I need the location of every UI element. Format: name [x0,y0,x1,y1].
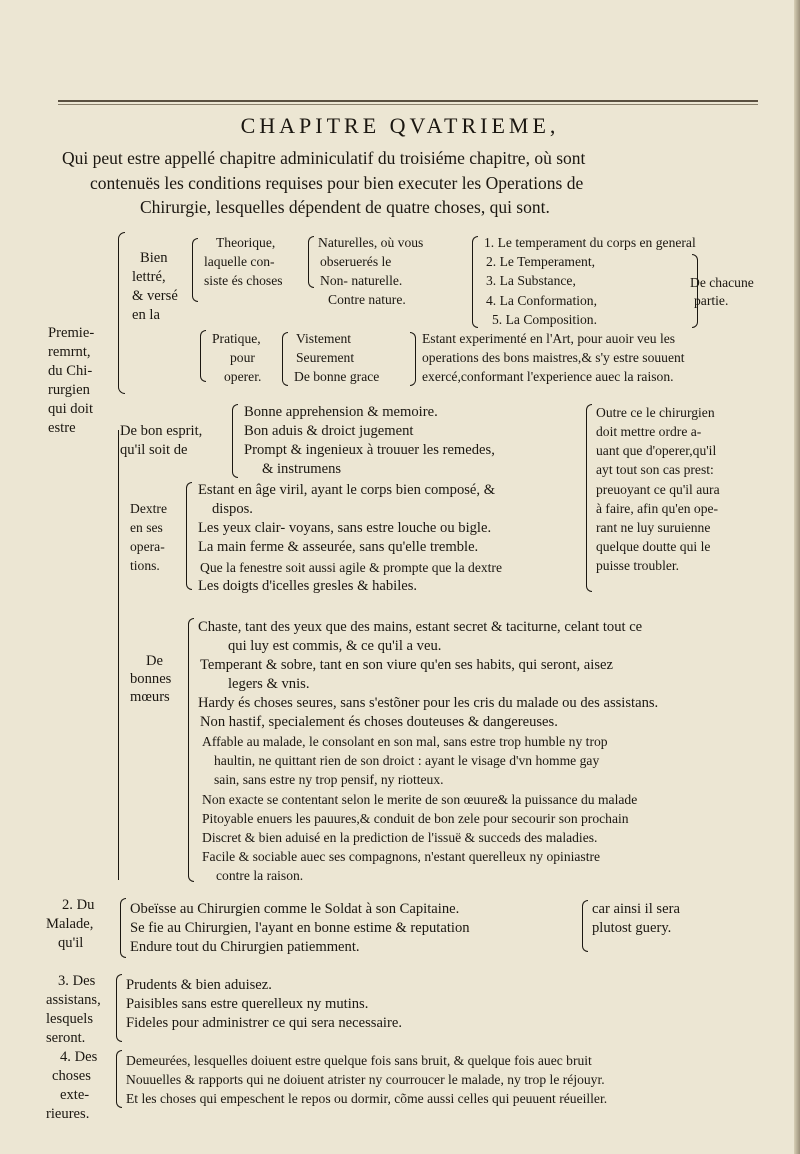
brace-pratique [200,330,206,382]
text-line: La main ferme & asseurée, sans qu'elle tremble. [198,539,479,555]
text-line: Nouuelles & rapports qui ne doiuent atrister ny courroucer le malade, ny trop le réjouyr. [126,1072,605,1087]
text-line: legers & vnis. [228,676,310,692]
text-line: Non hastif, specialement és choses douteuses & dangereuses. [200,714,558,730]
text-line: De [146,653,164,669]
text-line: qui luy est commis, & ce qu'il a veu. [228,638,442,654]
text-line: Affable au malade, le consolant en son mal, sans estre trop humble ny trop [202,734,608,749]
text-line: seront. [46,1030,86,1046]
top-rule-thin [58,104,758,105]
text-line: remrnt, [48,344,91,360]
text-line: De bonne grace [294,369,380,384]
text-line: Hardy és choses seures, sans s'estõner pour les cris du malade ou des assistans. [198,695,659,711]
text-line: 4. La Conformation, [486,293,597,308]
text-line: partie. [694,293,729,308]
brace-bon-esprit [232,404,238,478]
text-line: 5. La Composition. [492,312,597,327]
text-line: Bon aduis & droict jugement [244,423,414,439]
text-line: Estant en âge viril, ayant le corps bien composé, & [198,482,496,498]
text-line: Vistement [296,331,352,346]
text-line: Prompt & ingenieux à trouuer les remedes, [244,442,495,458]
text-line: Chaste, tant des yeux que des mains, estant secret & taciturne, celant tout ce [198,619,643,635]
text-line: & versé [132,288,178,304]
text-line: Dextre [130,501,167,516]
text-line: Theorique, [216,235,276,250]
page-edge [794,0,800,1154]
text-line: Premie- [48,325,95,341]
text-line: Les doigts d'icelles gresles & habiles. [198,578,418,594]
text-line: puisse troubler. [596,558,680,573]
text-line: operations des bons maistres,& s'y estre souuent [422,350,685,365]
text-line: Pratique, [212,331,261,346]
text-line: Demeurées, lesquelles doiuent estre quelque fois sans bruit, & quelque fois auec bruit [126,1053,592,1068]
text-line: exte- [60,1087,90,1103]
brace-pratique-result [410,332,416,386]
text-line: Non- naturelle. [320,273,403,288]
top-rule [58,100,758,102]
text-line: ayt tout son cas prest: [596,462,714,477]
text-line: quelque doutte qui le [596,539,711,554]
text-line: qu'il [58,935,84,951]
brace-assistans [116,974,122,1042]
text-line: sain, sans estre ny trop pensif, ny riotteux. [214,772,444,787]
text-line: bonnes [130,671,172,687]
text-line: Bonne apprehension & memoire. [244,404,438,420]
text-line: Seurement [296,350,355,365]
text-line: Obeïsse au Chirurgien comme le Soldat à son Capitaine. [130,901,460,917]
text-line: Naturelles, où vous [318,235,424,250]
text-line: laquelle con- [204,254,275,269]
intro-line-2: contenuës les conditions requises pour bien executer les Operations de [90,173,584,193]
brace-bonnes-moeurs [188,618,194,882]
brace-malade [120,898,126,958]
text-line: lesquels [46,1011,94,1027]
brace-choses [116,1050,122,1108]
text-line: du Chi- [48,363,93,379]
text-line: Contre nature. [328,292,406,307]
text-line: opera- [130,539,165,554]
brace-pratique-items [282,332,288,386]
text-line: 2. Le Temperament, [486,254,596,269]
text-line: Malade, [46,916,94,932]
text-line: rant ne luy suruienne [596,520,711,535]
text-line: Les yeux clair- voyans, sans estre louche ou bigle. [198,520,492,536]
text-line: car ainsi il sera [592,901,680,917]
text-line: à faire, afin qu'en ope- [596,501,719,516]
text-line: operer. [224,369,262,384]
text-line: Bien [140,250,168,266]
text-line: Outre ce le chirurgien [596,405,715,420]
text-line: dispos. [212,501,253,517]
text-line: Paisibles sans estre querelleux ny mutins. [126,996,369,1012]
text-line: siste és choses [204,273,283,288]
text-line: Que la fenestre soit aussi agile & prompte que la dextre [200,560,502,575]
text-line: Non exacte se contentant selon le merite de son œuure& la puissance du malade [202,792,638,807]
premier-vertical-line [118,430,119,880]
text-line: 1. Le temperament du corps en general [484,235,696,250]
text-line: preuoyant ce qu'il aura [596,482,720,497]
text-line: tions. [130,558,160,573]
text-line: qui doit [48,401,93,417]
text-line: en la [132,307,160,323]
text-line: Temperant & sobre, tant en son viure qu'en ses habits, qui seront, aisez [200,657,613,673]
intro-line-1: Qui peut estre appellé chapitre adminiculatif du troisiéme chapitre, où sont [62,148,586,168]
text-line: pour [230,350,255,365]
brace-malade-right [582,900,588,952]
text-line: 3. Des [58,973,96,989]
text-line: De bon esprit, [120,423,203,439]
text-line: rurgien [48,382,90,398]
text-line: assistans, [46,992,101,1008]
text-line: obseruerés le [320,254,392,269]
text-line: De chacune [690,275,754,290]
text-line: uant que d'operer,qu'il [596,443,717,458]
brace-outre [586,404,592,592]
text-line: Se fie au Chirurgien, l'ayant en bonne estime & reputation [130,920,470,936]
brace-naturelles [472,236,478,328]
text-line: qu'il soit de [120,442,188,458]
text-line: choses [52,1068,91,1084]
text-line: haultin, ne quittant rien de son droict : ayant le visage d'vn homme gay [214,753,600,768]
text-line: Discret & bien aduisé en la prediction de l'issuë & succeds des maladies. [202,830,598,845]
text-line: 4. Des [60,1049,98,1065]
brace-dextre [186,482,192,590]
text-line: Estant experimenté en l'Art, pour auoir veu les [422,331,676,346]
brace-premier-top [118,232,125,394]
text-line: plutost guery. [592,920,672,936]
text-line: 2. Du [62,897,95,913]
text-line: Et les choses qui empeschent le repos ou dormir, cõme aussi celles qui peuuent réueiller. [126,1091,608,1106]
chapter-title: CHAPITRE QVATRIEME, [240,113,560,138]
text-line: lettré, [132,269,166,285]
brace-theorique [308,236,314,288]
brace-de-chacune [692,254,698,328]
text-line: Fideles pour administrer ce qui sera necessaire. [126,1015,402,1031]
text-line: mœurs [130,689,170,705]
intro-line-3: Chirurgie, lesquelles dépendent de quatre choses, qui sont. [140,197,550,217]
text-line: contre la raison. [216,868,304,883]
text-line: doit mettre ordre a- [596,424,702,439]
text-line: Facile & sociable auec ses compagnons, n'estant querelleux ny opiniastre [202,849,601,864]
text-line: rieures. [46,1106,90,1122]
text-line: estre [48,420,76,436]
text-line: exercé,conformant l'experience auec la raison. [422,369,674,384]
text-line: Pitoyable enuers les pauures,& conduit de bon zele pour secourir son prochain [202,811,629,826]
text-line: Prudents & bien aduisez. [126,977,272,993]
text-line: 3. La Substance, [486,273,576,288]
brace-bien-lettre [192,238,198,302]
text-line: Endure tout du Chirurgien patiemment. [130,939,360,955]
text-line: & instrumens [262,461,342,477]
text-line: en ses [130,520,163,535]
